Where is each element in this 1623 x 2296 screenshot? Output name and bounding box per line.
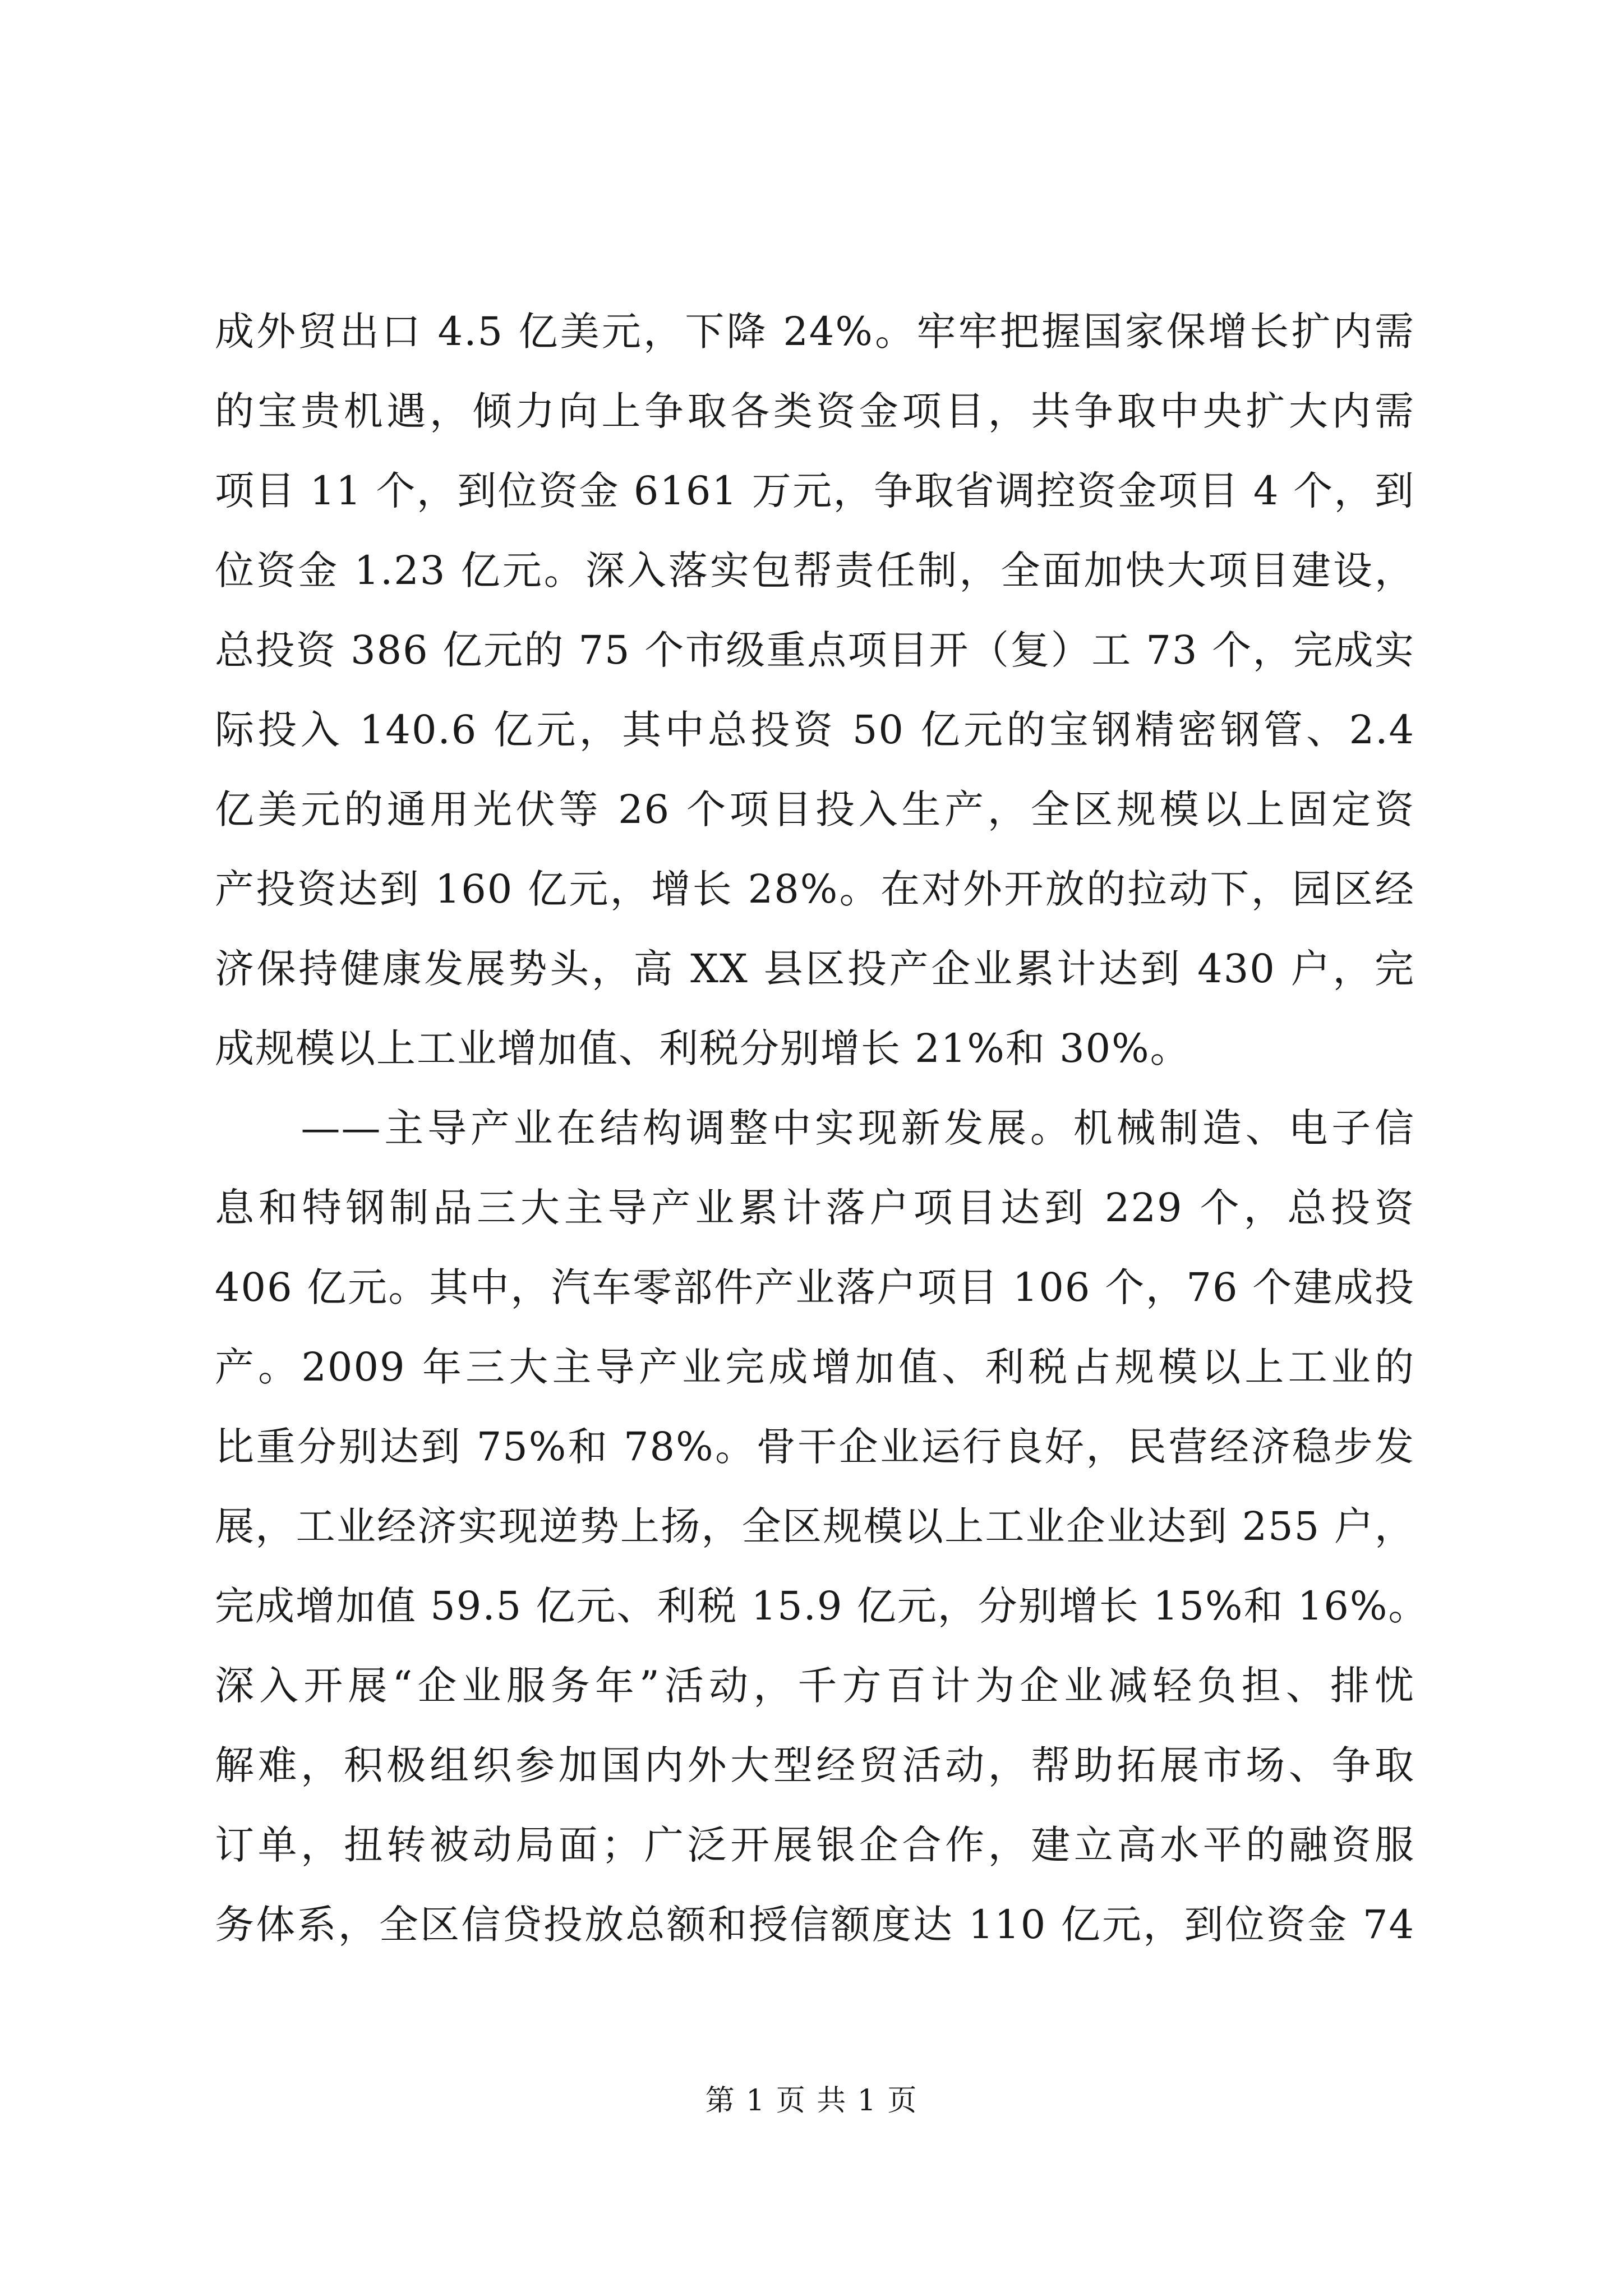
text-line: 406 亿元。其中，汽车零部件产业落户项目 106 个，76 个建成投 (215, 1264, 1415, 1310)
text-line: 息和特钢制品三大主导产业累计落户项目达到 229 个，总投资 (215, 1185, 1415, 1231)
page-number-label: 第 1 页 共 1 页 (705, 2084, 918, 2118)
text-line-paragraph-start: ——主导产业在结构调整中实现新发展。机械制造、电子信 (215, 1105, 1415, 1151)
text-line: 亿美元的通用光伏等 26 个项目投入生产，全区规模以上固定资 (215, 786, 1415, 832)
text-line: 的宝贵机遇，倾力向上争取各类资金项目，共争取中央扩大内需 (215, 388, 1415, 434)
text-line: 完成增加值 59.5 亿元、利税 15.9 亿元，分别增长 15%和 16%。 (215, 1583, 1429, 1629)
text-line: 务体系，全区信贷投放总额和授信额度达 110 亿元，到位资金 74 (215, 1902, 1415, 1948)
text-line: 比重分别达到 75%和 78%。骨干企业运行良好，民营经济稳步发 (215, 1424, 1415, 1470)
text-line: 展，工业经济实现逆势上扬，全区规模以上工业企业达到 255 户， (215, 1503, 1415, 1549)
text-line: 总投资 386 亿元的 75 个市级重点项目开（复）工 73 个，完成实 (215, 627, 1415, 673)
text-line: 际投入 140.6 亿元，其中总投资 50 亿元的宝钢精密钢管、2.4 (215, 707, 1415, 753)
text-line: 产。2009 年三大主导产业完成增加值、利税占规模以上工业的 (215, 1344, 1415, 1390)
text-line: 解难，积极组织参加国内外大型经贸活动，帮助拓展市场、争取 (215, 1742, 1415, 1788)
document-body (215, 292, 1429, 1964)
text-line: 订单，扭转被动局面；广泛开展银企合作，建立高水平的融资服 (215, 1822, 1415, 1868)
text-line: 成外贸出口 4.5 亿美元，下降 24%。牢牢把握国家保增长扩内需 (215, 309, 1415, 355)
text-line-paragraph-end: 成规模以上工业增加值、利税分别增长 21%和 30%。 (215, 1025, 1191, 1071)
page-footer (0, 2081, 1623, 2120)
text-line: 济保持健康发展势头，高 XX 县区投产企业累计达到 430 户，完 (215, 946, 1415, 992)
text-line: 深入开展“企业服务年”活动，千方百计为企业减轻负担、排忧 (215, 1663, 1415, 1709)
text-line: 项目 11 个，到位资金 6161 万元，争取省调控资金项目 4 个，到 (215, 468, 1415, 514)
text-line: 位资金 1.23 亿元。深入落实包帮责任制，全面加快大项目建设， (215, 547, 1415, 593)
text-line: 产投资达到 160 亿元，增长 28%。在对外开放的拉动下，园区经 (215, 866, 1415, 912)
